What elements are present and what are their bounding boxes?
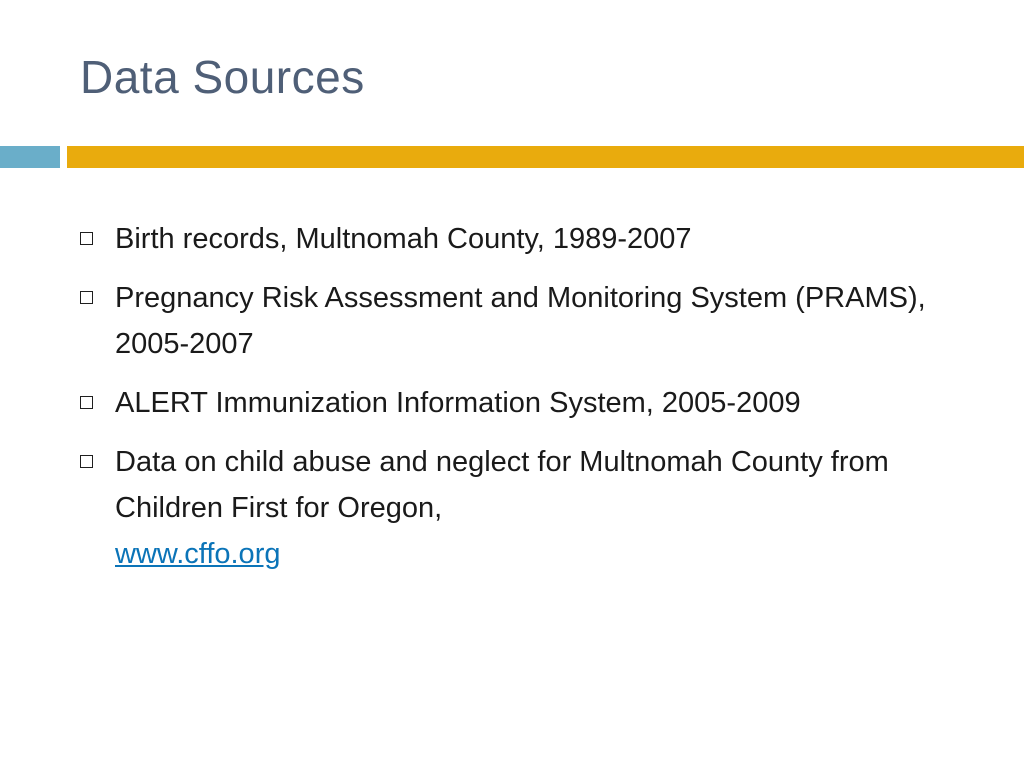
- square-bullet-icon: [80, 291, 93, 304]
- bullet-text-body: Data on child abuse and neglect for Multnomah County from Children First for Oregon,: [115, 446, 889, 524]
- bullet-item: [80, 439, 950, 577]
- accent-bar-gold: [67, 146, 1024, 168]
- bullet-text: Pregnancy Risk Assessment and Monitoring System (PRAMS), 2005-2007: [115, 282, 926, 360]
- bullet-text: Birth records, Multnomah County, 1989-2007: [115, 223, 692, 255]
- bullet-item: [80, 216, 950, 262]
- bullet-item: [80, 380, 950, 426]
- slide-title: Data Sources: [80, 51, 365, 103]
- square-bullet-icon: [80, 232, 93, 245]
- bullet-text: ALERT Immunization Information System, 2005-2009: [115, 387, 801, 419]
- bullet-list: [80, 216, 950, 590]
- bullet-item: [80, 275, 950, 367]
- square-bullet-icon: [80, 455, 93, 468]
- bullet-text: [115, 439, 950, 577]
- cffo-link[interactable]: www.cffo.org: [115, 538, 281, 570]
- accent-bar-blue: [0, 146, 60, 168]
- square-bullet-icon: [80, 396, 93, 409]
